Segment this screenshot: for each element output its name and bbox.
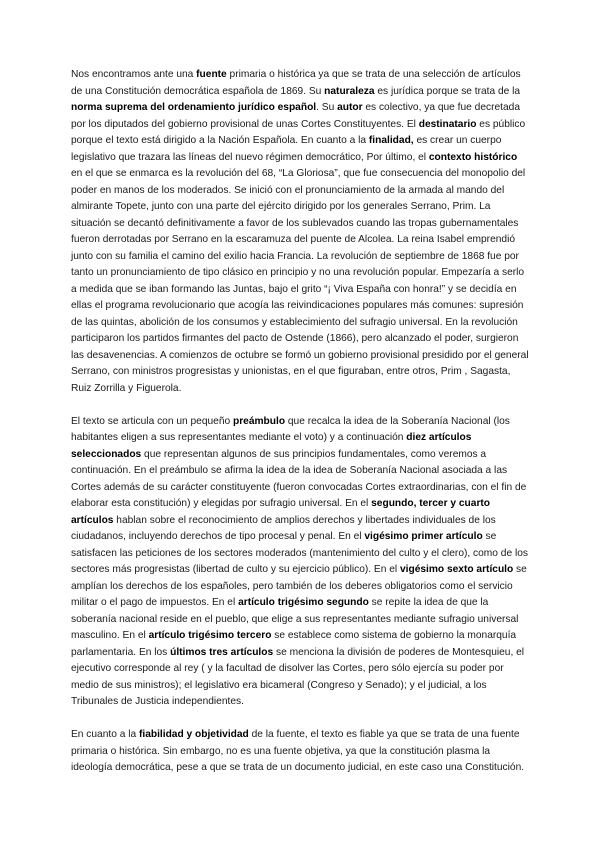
text-run: es jurídica porque se trata de la <box>374 85 521 97</box>
text-run: se establece como sistema de gobierno la monarquía parlamentaria. En los <box>71 630 517 658</box>
text-run: se repite la idea de que la soberanía nacional reside en el pueblo, que elige a sus representantes mediante sufragio universal masculino. En el <box>71 597 519 641</box>
text-run: primaria o histórica ya que se trata de una selección de artículos de una Constitución democrática española de 1869. Su <box>71 69 521 97</box>
text-run: de la fuente, el texto es fiable ya que se trata de una fuente primaria o histórica. Sin embargo, no es una fuente objetiva, ya que la constitución plasma la ideología democrática, pese a que se trata de un documento judicial, en este caso una Constitución. <box>71 729 525 773</box>
text-run: que representan algunos de sus principios fundamentales, como veremos a continuación. En el preámbulo se afirma la idea de la idea de Soberanía Nacional asociada a las Cortes además de su carácter constituyente (fueron convocadas Cortes extraordinarias, con el fin de elaborar esta constitución) y elegidas por sufragio universal. En el <box>71 448 527 509</box>
text-run: es público porque el texto está dirigido a la Nación Española. En cuanto a la <box>71 118 526 146</box>
bold-term: diez artículos seleccionados <box>71 432 472 460</box>
document-body <box>71 67 530 793</box>
bold-term: preámbulo <box>232 415 286 427</box>
bold-term: vigésimo primer artículo <box>364 531 483 542</box>
bold-term: norma suprema del ordenamiento jurídico español <box>71 102 317 113</box>
text-run: en el que se enmarca es la revolución del 68, “La Gloriosa”, que fue consecuencia del monopolio del poder en manos de los moderados. Se inició con el pronunciamiento de la armada al mando del almirante Topete, junto con una parte del ejército dirigido por los generales Serrano, Prim. La situación se decantó definitivamente a favor de los sublevados cuando las tropas gubernamentales fueron derrotadas por Serrano en la escaramuza del puente de Alcolea. La reina Isabel emprendió junto con su familia el camino del exilio hacia Francia. La revolución de septiembre de 1868 fue por tanto un pronunciamiento de tipo clásico en principio y no una revolución popular. Empezaría a serlo a medida que se iban formando las Juntas, bajo el grito “¡ Viva España con honra!” y se decidía en ellas el programa revolucionario que acogía las reivindicaciones populares más comunes: supresión de las quintas, abolición de los consumos y establecimiento del sufragio universal. En la revolución participaron los partidos firmantes del pacto de Ostende (1866), pero alcanzado el poder, surgieron las desavenencias. A comienzos de octubre se formó un gobierno provisional presidido por el general Serrano, con ministros progresistas y unionistas, en el que figuraban, entre otros, Prim , Sagasta, Ruiz Zorrilla y Figuerola. <box>71 168 529 394</box>
bold-term: artículo trigésimo tercero <box>148 630 272 641</box>
text-run: Nos encontramos ante una <box>71 69 197 80</box>
bold-term: últimos tres artículos <box>170 646 274 658</box>
text-run: que recalca la idea de la Soberanía Nacional (los habitantes eligen a sus representantes mediante el voto) y a continuación <box>71 415 510 443</box>
bold-term: fuente <box>196 69 227 80</box>
paragraph-structure <box>71 414 530 711</box>
bold-term: artículo trigésimo segundo <box>238 597 369 608</box>
paragraph-reliability <box>71 727 530 777</box>
text-run: El texto se articula con un pequeño <box>71 415 233 427</box>
bold-term: naturaleza <box>324 85 375 97</box>
text-run: En cuanto a la <box>71 729 139 740</box>
bold-term: destinatario <box>418 118 477 130</box>
paragraph-intro <box>71 67 530 397</box>
text-run: es colectivo, ya que fue decretada por los diputados del gobierno provisional de unas Cortes Constituyentes. El <box>71 102 520 130</box>
text-run: se amplían los derechos de los españoles, pero también de los deberes obligatorios como el servicio militar o el pago de impuestos. En el <box>71 564 527 608</box>
text-run: se satisfacen las peticiones de los sectores moderados (mantenimiento del culto y el clero), como de los sectores más progresistas (libertad de culto y su ejercicio público). En el <box>71 531 528 575</box>
bold-term: fiabilidad y objetividad <box>138 729 249 740</box>
bold-term: vigésimo sexto artículo <box>399 564 514 575</box>
text-run: es crear un cuerpo legislativo que trazara las líneas del nuevo régimen democrático, Por último, el <box>71 135 502 163</box>
bold-term: segundo, tercer y cuarto artículos <box>71 498 491 526</box>
text-run: . Su <box>316 102 338 113</box>
bold-term: contexto histórico <box>428 151 518 163</box>
bold-term: finalidad, <box>368 135 414 146</box>
text-run: hablan sobre el reconocimiento de amplios derechos y libertades individuales de los ciudadanos, incluyendo derechos de tipo procesal y penal. En el <box>71 514 496 542</box>
text-run: se menciona la división de poderes de Montesquieu, el ejecutivo corresponde al rey ( y la facultad de disolver las Cortes, pero sólo ejercía su poder por medio de sus ministros); el legislativo era bicameral (Congreso y Senado); y el judicial, a los Tribunales de Justicia independientes. <box>71 646 525 707</box>
bold-term: autor <box>337 102 363 113</box>
